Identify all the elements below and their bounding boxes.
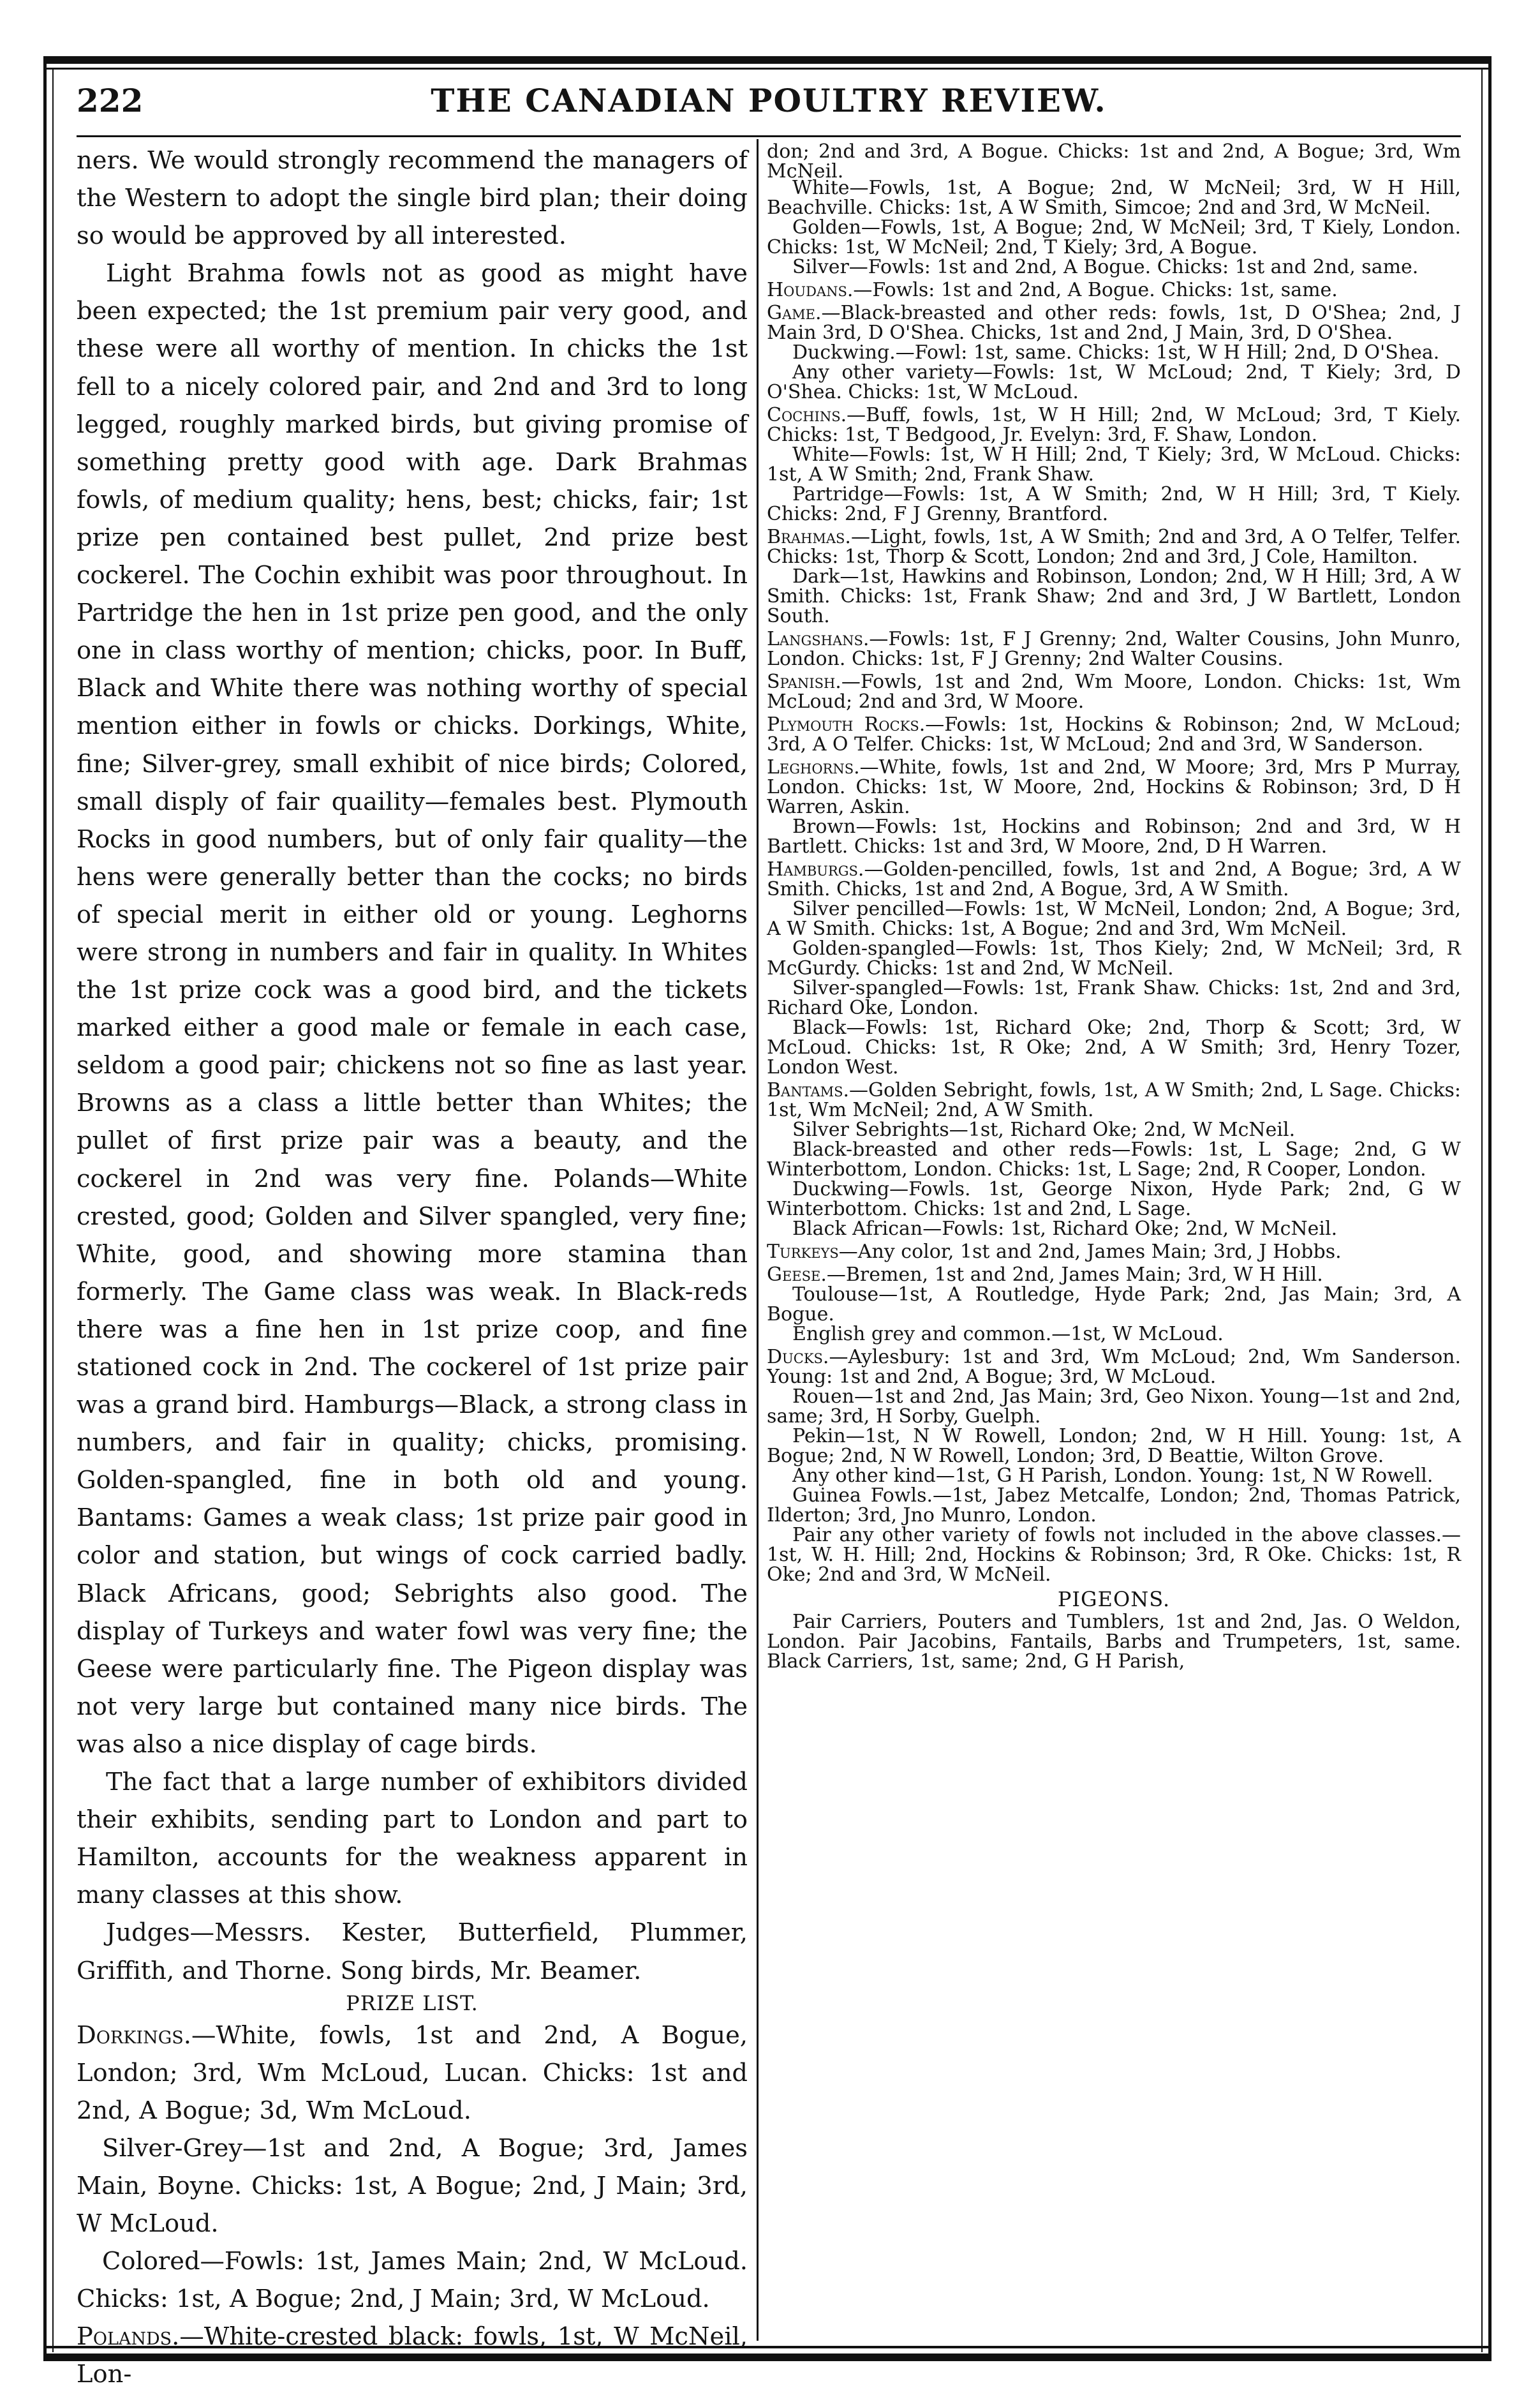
- entry-lead: Spanish.: [767, 671, 841, 693]
- entry-lead: Ducks.: [767, 1346, 829, 1368]
- entry-lead: Plymouth Rocks.: [767, 713, 926, 736]
- entry-lead: Geese.: [767, 1264, 827, 1286]
- prize-entry: [77, 2318, 748, 2393]
- entry-lead: Hamburgs.: [767, 858, 864, 881]
- prize-entry: [767, 1242, 1461, 1262]
- entry-text: Any other variety—Fowls: 1st, W McLoud; 2nd, T Kiely; 3rd, D O'Shea. Chicks: 1st, W McLoud.: [767, 361, 1461, 403]
- entry-lead: Dorkings.: [77, 2020, 191, 2050]
- prize-entry: [767, 1426, 1461, 1466]
- entry-text: Silver pencilled—Fowls: 1st, W McNeil, London; 2nd, A Bogue; 3rd, A W Smith. Chicks: 1st, A Bogue; 2nd and 3rd, Wm McNeil.: [767, 898, 1461, 940]
- prize-entry: [767, 445, 1461, 484]
- prize-entry: [767, 178, 1461, 218]
- entry-text: Silver Sebrights—1st, Richard Oke; 2nd, W McNeil.: [792, 1119, 1296, 1141]
- prize-entry: [767, 757, 1461, 817]
- prize-entry: [767, 1285, 1461, 1324]
- prize-entry: [767, 484, 1461, 524]
- prize-entry: [767, 1324, 1461, 1344]
- entry-text: White—Fowls: 1st, W H Hill; 2nd, T Kiely; 3rd, W McLoud. Chicks: 1st, A W Smith; 2nd, Frank Shaw.: [767, 444, 1461, 486]
- frame-rule-right: [1488, 56, 1492, 2361]
- frame-rule-top-inner: [43, 68, 1492, 70]
- pigeons-heading: PIGEONS.: [1057, 1587, 1171, 1611]
- entry-text: Silver—Fowls: 1st and 2nd, A Bogue. Chicks: 1st and 2nd, same.: [792, 256, 1419, 278]
- prize-entry: [767, 939, 1461, 978]
- prize-entry: [767, 405, 1461, 445]
- entry-text: Partridge—Fowls: 1st, A W Smith; 2nd, W H Hill; 3rd, T Kiely. Chicks: 2nd, F J Grenny, Brantford.: [767, 483, 1461, 525]
- entry-text: Pair any other variety of fowls not included in the above classes.—1st, W. H. Hill; 2nd, Hockins & Robinson; 3rd, R Oke. Chicks: 1st, R Oke; 2nd and 3rd, W McNeil.: [767, 1524, 1461, 1586]
- entry-text: Pekin—1st, N W Rowell, London; 2nd, W H Hill. Young: 1st, A Bogue; 2nd, N W Rowell, London; 3rd, D Beattie, Wilton Grove.: [767, 1425, 1461, 1467]
- prize-entry: [767, 1120, 1461, 1140]
- prize-entry: [77, 2017, 748, 2130]
- prize-entry: [767, 1179, 1461, 1219]
- prize-entry: [767, 1525, 1461, 1585]
- article-paragraph: Judges—Messrs. Kester, Butterfield, Plummer, Griffith, and Thorne. Song birds, Mr. Beamer.: [77, 1918, 748, 1985]
- entry-text: —Aylesbury: 1st and 3rd, Wm McLoud; 2nd, Wm Sanderson. Young: 1st and 2nd, A Bogue; 3rd, W McLoud.: [767, 1346, 1461, 1388]
- entry-text: Dark—1st, Hawkins and Robinson, London; 2nd, W H Hill; 3rd, A W Smith. Chicks: 1st, Frank Shaw; 2nd and 3rd, J W Bartlett, London South.: [767, 565, 1461, 627]
- prize-entry: [767, 1080, 1461, 1120]
- prize-entry: [767, 303, 1461, 343]
- prize-entry: [767, 567, 1461, 626]
- page-header: [77, 82, 1461, 133]
- frame-rule-left: [43, 56, 47, 2361]
- entry-lead: Cochins.: [767, 404, 847, 426]
- entry-text: —Buff, fowls, 1st, W H Hill; 2nd, W McLoud; 3rd, T Kiely. Chicks: 1st, T Bedgood, Jr. Evelyn: 3rd, F. Shaw, London.: [767, 404, 1461, 446]
- entry-lead: Langshans.: [767, 628, 870, 650]
- entry-text: Brown—Fowls: 1st, Hockins and Robinson; 2nd and 3rd, W H Bartlett. Chicks: 1st and 3rd, W Moore, 2nd, D H Warren.: [767, 816, 1461, 858]
- prize-entry: [77, 2242, 748, 2318]
- entry-lead: Game.: [767, 302, 822, 324]
- prize-entry: [767, 1265, 1461, 1285]
- header-rule: [77, 135, 1461, 137]
- running-title: THE CANADIAN POULTRY REVIEW.: [431, 82, 1107, 119]
- prize-entry: [767, 899, 1461, 939]
- prize-entry: [767, 280, 1461, 300]
- prize-entry: [767, 1347, 1461, 1387]
- entry-text: —Any color, 1st and 2nd, James Main; 3rd, J Hobbs.: [838, 1241, 1342, 1263]
- prize-entry: [767, 978, 1461, 1018]
- entry-text: English grey and common.—1st, W McLoud.: [792, 1323, 1224, 1345]
- prize-entry: [767, 142, 1461, 181]
- entry-text: —White-crested black: fowls, 1st, W McNeil, Lon-: [77, 2322, 748, 2389]
- entry-lead: Turkeys: [767, 1241, 839, 1263]
- entry-text: Black—Fowls: 1st, Richard Oke; 2nd, Thorp & Scott; 3rd, W McLoud. Chicks: 1st, R Oke; 2nd, A W Smith; 3rd, Henry Tozer, London West.: [767, 1017, 1461, 1078]
- frame-rule-right-inner: [1481, 68, 1483, 2352]
- entry-text: —Bremen, 1st and 2nd, James Main; 3rd, W H Hill.: [826, 1264, 1323, 1286]
- entry-text: —Black-breasted and other reds: fowls, 1st, D O'Shea; 2nd, J Main 3rd, D O'Shea. Chicks, 1st and 2nd, J Main, 3rd, D O'Shea.: [767, 302, 1461, 344]
- prize-entry: [767, 343, 1461, 362]
- prize-entry: [767, 1140, 1461, 1179]
- prize-entry: [767, 817, 1461, 856]
- entry-text: don; 2nd and 3rd, A Bogue. Chicks: 1st and 2nd, A Bogue; 3rd, Wm McNeil.: [767, 140, 1461, 183]
- entry-lead: Polands.: [77, 2322, 180, 2352]
- entry-text: —Fowls: 1st, Hockins & Robinson; 2nd, W McLoud; 3rd, A O Telfer. Chicks: 1st, W McLoud; 2nd and 3rd, W Sanderson.: [767, 713, 1461, 756]
- article-paragraph: ners. We would strongly recommend the managers of the Western to adopt the single bird plan; their doing so would be approved by all interested.: [77, 146, 748, 251]
- entry-text: —Golden Sebright, fowls, 1st, A W Smith; 2nd, L Sage. Chicks: 1st, Wm McNeil; 2nd, A W Smith.: [767, 1079, 1461, 1121]
- entry-text: Guinea Fowls.—1st, Jabez Metcalfe, London; 2nd, Thomas Patrick, Ilderton; 3rd, Jno Munro, London.: [767, 1484, 1461, 1526]
- entry-text: Silver-spangled—Fowls: 1st, Frank Shaw. Chicks: 1st, 2nd and 3rd, Richard Oke, London.: [767, 977, 1461, 1019]
- prize-entry: [767, 257, 1461, 277]
- entry-text: Duckwing—Fowls. 1st, George Nixon, Hyde Park; 2nd, G W Winterbottom. Chicks: 1st and 2nd, L Sage.: [767, 1178, 1461, 1220]
- entry-text: —Fowls: 1st, F J Grenny; 2nd, Walter Cousins, John Munro, London. Chicks: 1st, F J Grenny; 2nd Walter Cousins.: [767, 628, 1461, 670]
- prize-entry: [767, 362, 1461, 402]
- entry-text: Rouen—1st and 2nd, Jas Main; 3rd, Geo Nixon. Young—1st and 2nd, same; 3rd, H Sorby, Guelph.: [767, 1385, 1461, 1428]
- frame-rule-top: [43, 56, 1492, 64]
- prize-entry: [77, 2130, 748, 2242]
- entry-text: Silver-Grey—1st and 2nd, A Bogue; 3rd, James Main, Boyne. Chicks: 1st, A Bogue; 2nd, J Main; 3rd, W McLoud.: [77, 2133, 748, 2239]
- entry-text: —Light, fowls, 1st, A W Smith; 2nd and 3rd, A O Telfer, Telfer. Chicks: 1st, Thorp & Scott, London; 2nd and 3rd, J Cole, Hamilton.: [767, 526, 1461, 568]
- pigeons-entry: Pair Carriers, Pouters and Tumblers, 1st and 2nd, Jas. O Weldon, London. Pair Jacobins, Fantails, Barbs and Trumpeters, 1st, same. Black Carriers, 1st, same; 2nd, G H Parish,: [767, 1611, 1461, 1673]
- entry-lead: Leghorns.: [767, 756, 860, 779]
- prize-entry: [767, 1466, 1461, 1486]
- prize-entry: [767, 1018, 1461, 1077]
- entry-text: —White, fowls, 1st and 2nd, A Bogue, London; 3rd, Wm McLoud, Lucan. Chicks: 1st and 2nd, A Bogue; 3d, Wm McLoud.: [77, 2020, 748, 2125]
- entry-text: Black-breasted and other reds—Fowls: 1st, L Sage; 2nd, G W Winterbottom, London. Chicks: 1st, L Sage; 2nd, R Cooper, London.: [767, 1138, 1461, 1181]
- page-number: 222: [77, 82, 144, 119]
- prize-entry: [767, 672, 1461, 712]
- entry-text: —Fowls, 1st and 2nd, Wm Moore, London. Chicks: 1st, Wm McLoud; 2nd and 3rd, W Moore.: [767, 671, 1461, 713]
- entry-text: —White, fowls, 1st and 2nd, W Moore; 3rd, Mrs P Murray, London. Chicks: 1st, W Moore, 2nd, Hockins & Robinson; 3rd, D H Warren, Askin.: [767, 756, 1461, 818]
- frame-rule-left-inner: [52, 68, 54, 2352]
- left-column: [77, 142, 748, 2394]
- entry-text: Black African—Fowls: 1st, Richard Oke; 2nd, W McNeil.: [792, 1218, 1338, 1240]
- prize-entry: [767, 860, 1461, 899]
- entry-lead: Houdans.: [767, 279, 854, 301]
- entry-text: Duckwing.—Fowl: 1st, same. Chicks: 1st, W H Hill; 2nd, D O'Shea.: [792, 341, 1440, 364]
- article-paragraph: Light Brahma fowls not as good as might have been expected; the 1st premium pair very good, and these were all worthy of mention. In chicks the 1st fell to a nicely colored pair, and 2nd and 3rd to long legged, roughly marked birds, but giving promise of something pretty good with age. Dark Brahmas fowls, of medium quality; hens, best; chicks, fair; 1st prize pen contained best pullet, 2nd prize best cockerel. The Cochin exhibit was poor throughout. In Partridge the hen in 1st prize pen good, and the only one in class worthy of mention; chicks, poor. In Buff, Black and White there was nothing worthy of special mention either in fowls or chicks. Dorkings, White, fine; Silver-grey, small exhibit of nice birds; Colored, small disply of fair quaility—females best. Plymouth Rocks in good numbers, but of only fair quality—the hens were generally better than the cocks; no birds of special merit in either old or young. Leghorns were strong in numbers and fair in quality. In Whites the 1st prize cock was a good bird, and the tickets marked either a good male or female in each case, seldom a good pair; chickens not so fine as last year. Browns as a class a little better than Whites; the pullet of first prize pair was a beauty, and the cockerel in 2nd was very fine. Polands—White crested, good; Golden and Silver spangled, very fine; White, good, and showing more stamina than formerly. The Game class was weak. In Black-reds there was a fine hen in 1st prize coop, and fine stationed cock in 2nd. The cockerel of 1st prize pair was a grand bird. Hamburgs—Black, a strong class in numbers, and fair in quality; chicks, promising. Golden-spangled, fine in both old and young. Bantams: Games a weak class; 1st prize pair good in color and station, but wings of cock carried badly. Black Africans, good; Sebrights also good. The display of Turkeys and water fowl was very fine; the Geese were particularly fine. The Pigeon display was not very large but contained many nice birds. The was also a nice display of cage birds.: [77, 259, 748, 1759]
- entry-text: Golden—Fowls, 1st, A Bogue; 2nd, W McNeil; 3rd, T Kiely, London. Chicks: 1st, W McNeil; 2nd, T Kiely; 3rd, A Bogue.: [767, 216, 1461, 258]
- entry-text: Toulouse—1st, A Routledge, Hyde Park; 2nd, Jas Main; 3rd, A Bogue.: [767, 1283, 1461, 1325]
- prize-list-heading: PRIZE LIST.: [346, 1990, 478, 2015]
- right-column: [767, 142, 1461, 1675]
- article-paragraph: The fact that a large number of exhibitors divided their exhibits, sending part to London and part to Hamilton, accounts for the weakness apparent in many classes at this show.: [77, 1768, 748, 1910]
- prize-entry: [767, 1486, 1461, 1525]
- entry-lead: Brahmas.: [767, 526, 851, 548]
- prize-entry: [767, 629, 1461, 669]
- prize-entry: [767, 218, 1461, 257]
- entry-text: Golden-spangled—Fowls: 1st, Thos Kiely; 2nd, W McNeil; 3rd, R McGurdy. Chicks: 1st and 2nd, W McNeil.: [767, 937, 1461, 980]
- entry-text: —Fowls: 1st and 2nd, A Bogue. Chicks: 1st, same.: [853, 279, 1338, 301]
- entry-text: —Golden-pencilled, fowls, 1st and 2nd, A Bogue; 3rd, A W Smith. Chicks, 1st and 2nd, A Bogue, 3rd, A W Smith.: [767, 858, 1461, 900]
- prize-entry: [767, 527, 1461, 567]
- prize-entry: [767, 1219, 1461, 1239]
- entry-text: Any other kind—1st, G H Parish, London. Young: 1st, N W Rowell.: [792, 1465, 1433, 1487]
- column-divider: [757, 139, 759, 2341]
- entry-lead: Bantams.: [767, 1079, 850, 1101]
- prize-entry: [767, 715, 1461, 754]
- entry-text: Colored—Fowls: 1st, James Main; 2nd, W McLoud. Chicks: 1st, A Bogue; 2nd, J Main; 3rd, W McLoud.: [77, 2247, 748, 2314]
- prize-entry: [767, 1387, 1461, 1426]
- entry-text: White—Fowls, 1st, A Bogue; 2nd, W McNeil; 3rd, W H Hill, Beachville. Chicks: 1st, A W Smith, Simcoe; 2nd and 3rd, W McNeil.: [767, 177, 1461, 219]
